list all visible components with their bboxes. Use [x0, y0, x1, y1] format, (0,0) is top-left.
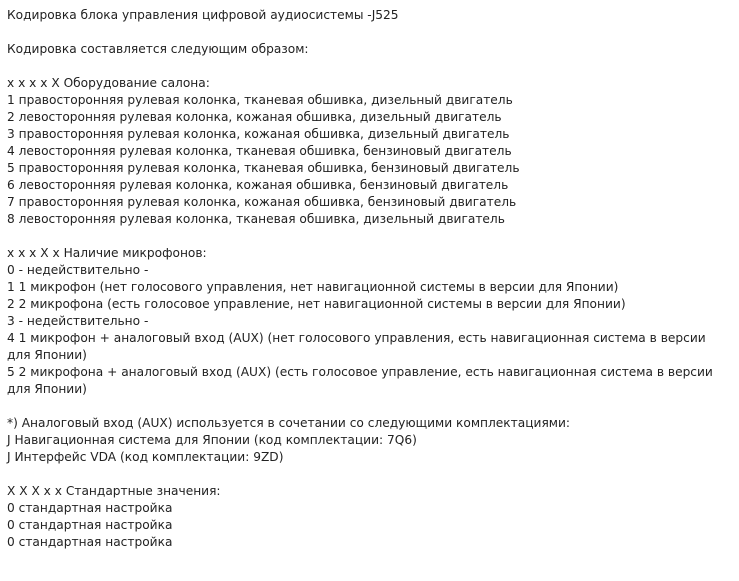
document-title: Кодировка блока управления цифровой аудиосистемы -J525 [7, 8, 399, 22]
spacer [7, 58, 720, 75]
spacer [7, 398, 720, 415]
list-item: 2 2 микрофона (есть голосовое управление, нет навигационной системы в версии для Японии) [7, 297, 626, 311]
list-item: 3 правосторонняя рулевая колонка, кожаная обшивка, дизельный двигатель [7, 127, 510, 141]
list-item: 0 - недействительно - [7, 263, 149, 277]
list-item: J Навигационная система для Японии (код комплектации: 7Q6) [7, 433, 417, 447]
section-microphones [7, 245, 720, 398]
list-item: 0 стандартная настройка [7, 535, 173, 549]
spacer [7, 228, 720, 245]
section-aux-note [7, 415, 720, 466]
list-item: 6 левосторонняя рулевая колонка, кожаная обшивка, бензиновый двигатель [7, 178, 509, 192]
list-item: 4 1 микрофон + аналоговый вход (AUX) (нет голосового управления, есть навигационная система в версии для Японии) [7, 331, 706, 362]
intro-text: Кодировка составляется следующим образом: [7, 42, 309, 56]
list-item: 2 левосторонняя рулевая колонка, кожаная обшивка, дизельный двигатель [7, 110, 502, 124]
list-item: J Интерфейс VDA (код комплектации: 9ZD) [7, 450, 284, 464]
section-interior-equipment [7, 75, 720, 228]
section-heading: x x x x X Оборудование салона: [7, 76, 210, 90]
section-default-values [7, 483, 720, 551]
list-item: 1 правосторонняя рулевая колонка, тканевая обшивка, дизельный двигатель [7, 93, 513, 107]
list-item: 5 2 микрофона + аналоговый вход (AUX) (есть голосовое управление, есть навигационная система в версии для Японии) [7, 365, 713, 396]
list-item: 3 - недействительно - [7, 314, 149, 328]
section-heading: X X X x x Стандартные значения: [7, 484, 221, 498]
list-item: 7 правосторонняя рулевая колонка, кожаная обшивка, бензиновый двигатель [7, 195, 517, 209]
list-item: 4 левосторонняя рулевая колонка, тканевая обшивка, бензиновый двигатель [7, 144, 512, 158]
list-item: 8 левосторонняя рулевая колонка, тканевая обшивка, дизельный двигатель [7, 212, 505, 226]
list-item: 0 стандартная настройка [7, 518, 173, 532]
spacer [7, 466, 720, 483]
list-item: 1 1 микрофон (нет голосового управления, нет навигационной системы в версии для Японии) [7, 280, 619, 294]
list-item: 0 стандартная настройка [7, 501, 173, 515]
section-heading: x x x X x Наличие микрофонов: [7, 246, 207, 260]
section-heading: *) Аналоговый вход (AUX) используется в сочетании со следующими комплектациями: [7, 416, 570, 430]
spacer [7, 24, 720, 41]
list-item: 5 правосторонняя рулевая колонка, тканевая обшивка, бензиновый двигатель [7, 161, 520, 175]
